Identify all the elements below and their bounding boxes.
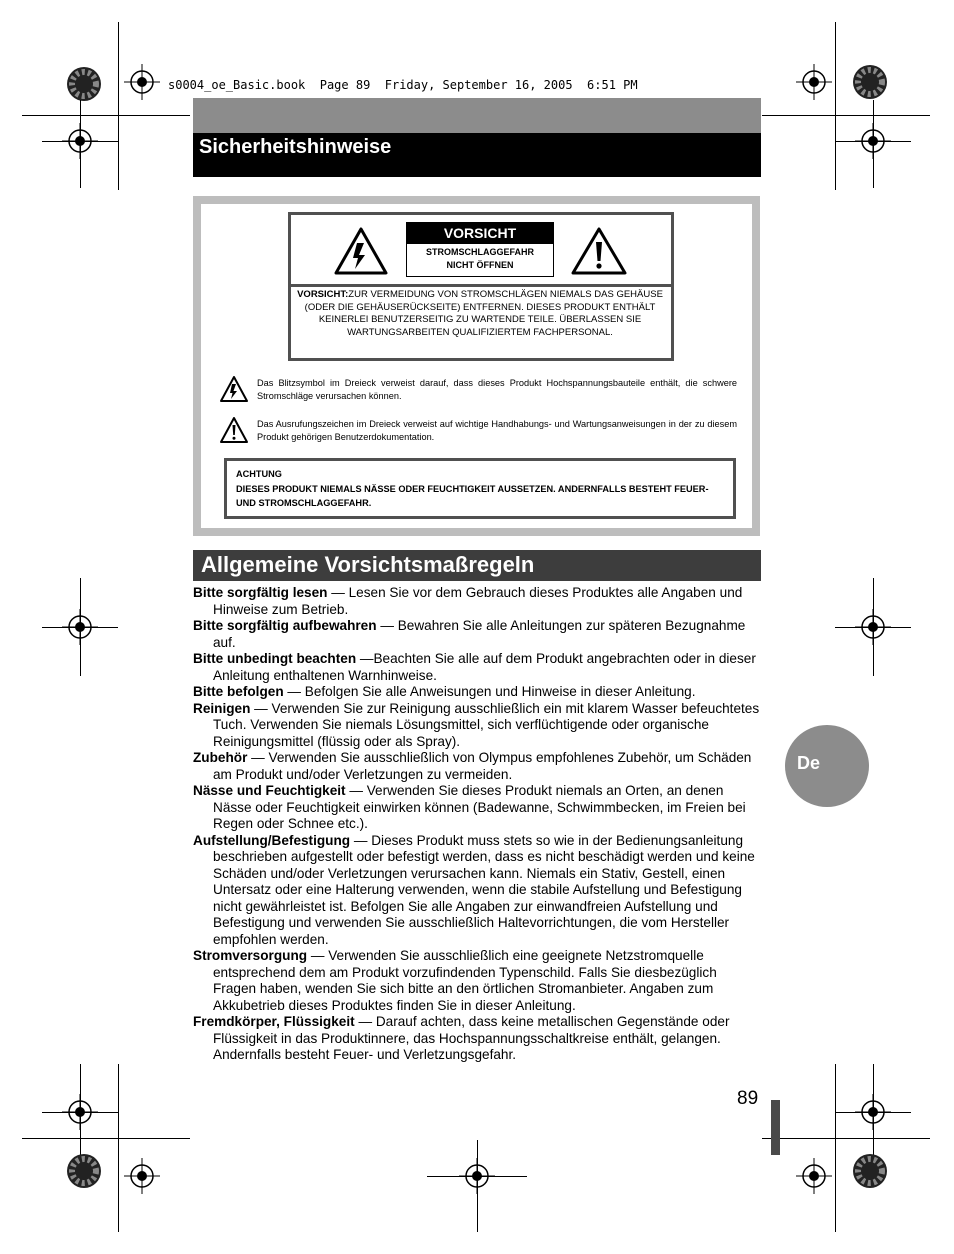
page-number: 89: [737, 1088, 759, 1109]
item-term: Bitte unbedingt beachten: [193, 651, 357, 666]
list-item: [193, 750, 763, 783]
list-item: [193, 651, 763, 684]
registration-target-icon: [124, 1158, 160, 1194]
item-term: Aufstellung/Befestigung: [193, 832, 351, 848]
item-text: — Lesen Sie vor dem Gebrauch dieses Produktes alle Angaben und Hinweise zum Betrieb.: [213, 585, 743, 617]
achtung-title: ACHTUNG: [236, 469, 282, 479]
book-info-line: s0004_oe_Basic.book Page 89 Friday, September 16, 2005 6:51 PM: [168, 78, 638, 92]
header-gray-band: [193, 98, 761, 133]
vorsicht-title: VORSICHT: [406, 222, 554, 244]
vorsicht-box-text: [294, 289, 666, 339]
item-text: —Beachten Sie alle auf dem Produkt angebrachten oder in dieser Anleitung enthaltenen Warnhinweise.: [213, 651, 756, 683]
page-edge-bar: [771, 1100, 780, 1155]
section-title: Allgemeine Vorsichtsmaßregeln: [201, 552, 535, 577]
exclamation-triangle-icon: [570, 226, 628, 276]
page-title: Sicherheitshinweise: [199, 136, 392, 158]
list-item: [193, 585, 763, 618]
item-text: — Verwenden Sie ausschließlich von Olympus empfohlenes Zubehör, um Schäden am Produkt und/oder Verletzungen zu vermeiden.: [213, 750, 752, 782]
color-wheel-icon: [852, 64, 888, 100]
vorsicht-box-body: ZUR VERMEIDUNG VON STROMSCHLÄGEN NIEMALS DAS GEHÄUSE (ODER DIE GEHÄUSERÜCKSEITE) ENTFERNEN. DIESES PRODUKT ENTHÄLT KEINERLEI BENUTZERSEITIG ZU WARTENDE TEILE. ÜBERLASSEN SIE WARTUNGSARBEITEN QUALIFIZIERTEM FACHPERSONAL.: [304, 289, 663, 338]
note-lightning: Das Blitzsymbol im Dreieck verweist darauf, dass dieses Produkt Hochspannungsbauteile enthält, die schwere Stromschläge verursachen können.: [257, 378, 737, 401]
note-exclamation: Das Ausrufungszeichen im Dreieck verweist auf wichtige Handhabungs- und Wartungsanweisungen in der zu diesem Produkt gehörigen Benutzerdokumentation.: [257, 419, 737, 442]
registration-target-icon: [124, 64, 160, 100]
lightning-triangle-icon: [333, 226, 389, 276]
item-term: Bitte befolgen: [193, 684, 284, 699]
item-text: — Befolgen Sie alle Anweisungen und Hinweise in dieser Anleitung.: [283, 684, 696, 699]
vorsicht-sub-line1: STROMSCHLAGGEFAHR: [426, 247, 534, 257]
item-term: Stromversorgung: [193, 948, 308, 963]
vorsicht-box-divider: [291, 284, 671, 287]
item-text: — Verwenden Sie dieses Produkt niemals an Orten, an denen Nässe oder Feuchtigkeit einwirken können (Badewanne, Schwimmbecken, im Freien bei Regen oder Schnee etc.).: [213, 783, 746, 831]
list-item: [193, 783, 763, 833]
item-term: Fremdkörper, Flüssigkeit: [193, 1014, 355, 1029]
list-item: [193, 701, 763, 751]
item-term: Nässe und Feuchtigkeit: [193, 783, 346, 798]
precautions-list: [193, 585, 763, 1064]
language-tab-label: De: [797, 753, 821, 773]
item-text: — Bewahren Sie alle Anleitungen zur späteren Bezugnahme auf.: [213, 618, 746, 650]
list-item: [193, 1014, 763, 1064]
achtung-body: DIESES PRODUKT NIEMALS NÄSSE ODER FEUCHTIGKEIT AUSSETZEN. ANDERNFALLS BESTEHT FEUER- UND STROMSCHLAGGEFAHR.: [236, 483, 709, 508]
exclamation-triangle-small-icon: [219, 416, 249, 444]
list-item: [193, 684, 763, 701]
registration-target-icon: [796, 1158, 832, 1194]
list-item: [193, 833, 763, 949]
achtung-text: [236, 467, 726, 511]
vorsicht-sub-line2: NICHT ÖFFNEN: [446, 260, 514, 270]
list-item: [193, 618, 763, 651]
item-text: — Dieses Produkt muss stets so wie in der Bedienungsanleitung beschrieben aufgestellt oder befestigt werden, dass es nicht beschädigt werden und keine Schäden und/oder Verletzungen verursachen kann. Niemals ein Stativ, Gestell, einen Untersatz oder eine Halterung verwenden, wenn die stabile Aufstellung und Befestigung nicht gewährleistet ist. Befolgen Sie alle Angaben zur einwandfreien Aufstellung und Befestigung und verwenden Sie ausschließlich Haltevorrichtungen, die vom Hersteller empfohlen werden.: [213, 832, 755, 947]
color-wheel-icon: [66, 66, 102, 102]
item-text: — Verwenden Sie ausschließlich eine geeignete Netzstromquelle entsprechend dem am Produkt vorzufindenden Typenschild. Falls Sie diesbezüglich Fragen haben, wenden Sie sich bitte an den örtlichen Stromanbieter. Angaben zum Akkubetrieb dieses Produktes finden Sie in dieser Anleitung.: [213, 948, 717, 1013]
registration-target-icon: [796, 64, 832, 100]
item-term: Bitte sorgfältig aufbewahren: [193, 618, 377, 633]
item-term: Zubehör: [193, 750, 248, 765]
item-text: — Darauf achten, dass keine metallischen Gegenstände oder Flüssigkeit in das Produktinnere, das Hochspannungsschaltkreise enthält, gelangen. Andernfalls besteht Feuer- und Verletzungsgefahr.: [213, 1014, 730, 1062]
color-wheel-icon: [852, 1153, 888, 1189]
color-wheel-icon: [66, 1153, 102, 1189]
item-term: Reinigen: [193, 700, 251, 716]
lightning-triangle-small-icon: [219, 375, 249, 403]
list-item: [193, 948, 763, 1014]
vorsicht-box-label: VORSICHT:: [297, 289, 349, 300]
vorsicht-subtitle: [406, 244, 554, 277]
item-text: — Verwenden Sie zur Reinigung ausschließlich ein mit klarem Wasser befeuchtetes Tuch. Verwenden Sie niemals Lösungsmittel, sich verflüchtigende oder organische Reinigungsmittel (flüssig oder als Spray).: [213, 700, 760, 749]
item-term: Bitte sorgfältig lesen: [193, 585, 328, 600]
